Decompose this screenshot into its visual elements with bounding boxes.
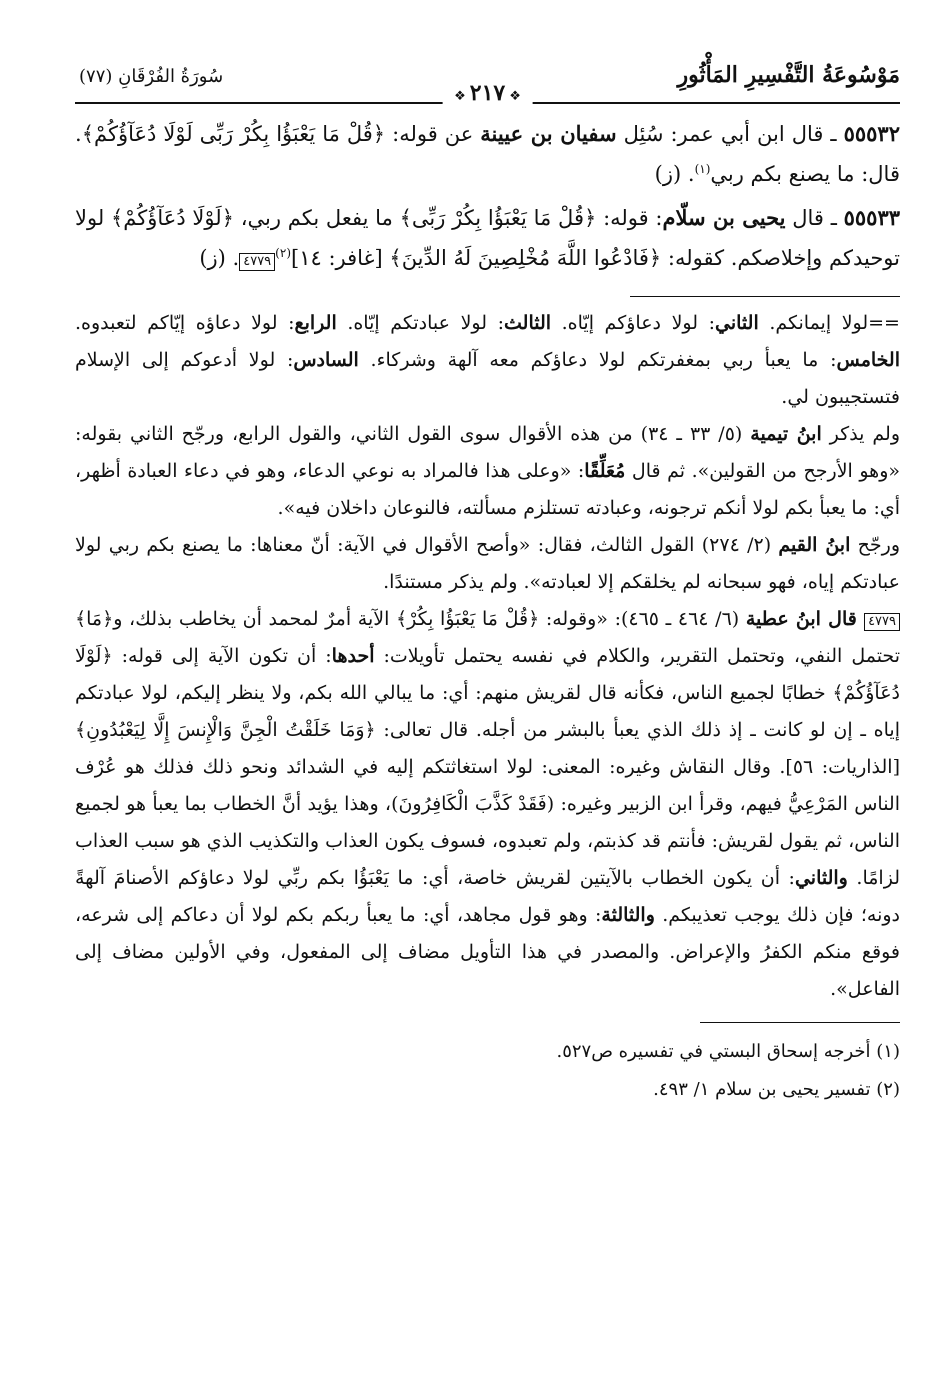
note-text: : لولا دعاؤكم إيّاه.: [551, 312, 716, 334]
note-paragraph: [75, 601, 900, 1008]
page-number: ٢١٧: [469, 80, 506, 106]
page: [75, 58, 900, 1109]
note-text: ورجّح: [850, 534, 901, 556]
running-header: [75, 58, 900, 104]
main-text: [75, 114, 900, 278]
note-text: (٥/ ٣٣ ـ ٣٤) من هذه الأقوال سوى القول الثاني، والقول الرابع، ورجّح الثاني بقوله: «وهو الأرجح من القولين». ثم قال: [75, 423, 900, 482]
entry-text: ـ قال ابن أبي عمر: سُئِل: [616, 122, 844, 146]
entry-text: ـ قال: [785, 206, 844, 230]
quran-quote: ﴿لَوْلَا دُعَآؤُكُمْ﴾: [75, 645, 900, 704]
quran-quote: ﴿وَمَا خَلَقْتُ الْجِنَّ وَالْإِنسَ إِلَّا لِيَعْبُدُونِ﴾: [75, 719, 376, 741]
book-title: مَوْسُوعَةُ التَّفْسِيرِ المَأْثُورِ: [677, 62, 900, 88]
note-bold: الخامس: [836, 349, 900, 371]
ornament-icon: ❖: [454, 89, 466, 104]
note-text: : أن تكون الآية إلى قوله:: [112, 645, 332, 667]
note-text: : لولا أدعوكم إلى الإسلام فتستجيبون لي.: [75, 349, 900, 408]
note-text: تحتمل النفي، وتحتمل التقرير، والكلام في نفسه يحتمل تأويلات:: [374, 645, 900, 667]
quran-quote: ﴿قُلْ مَا يَعْبَؤُا بِكُرْ رَبِّى﴾: [399, 206, 597, 230]
note-bold: ابنُ القيم: [778, 534, 851, 556]
note-paragraph: [75, 305, 900, 416]
athar-entry: [75, 114, 900, 194]
note-bold: الرابع: [294, 312, 337, 334]
entry-text: ما يفعل بكم ربي،: [233, 206, 400, 230]
note-bold: السادس: [293, 349, 359, 371]
footnotes: [75, 1033, 900, 1109]
note-text: : ما يعبأ ربي بمغفرتكم لولا دعاؤكم معه آلهة وشركاء.: [358, 349, 837, 371]
note-text: : لولا عبادتكم إيّاه.: [336, 312, 504, 334]
note-bold: مُعَلِّقًا: [584, 460, 626, 482]
note-text: : لولا دعاؤه إيّاكم لتعبدوه.: [75, 312, 295, 334]
quran-quote: ﴿قُلْ مَا يَعْبَؤُا بِكُرْ رَبِّى لَوْلَا دُعَآؤُكُمْ﴾: [81, 122, 386, 146]
note-bold: الثاني: [715, 312, 759, 334]
note-bold: قال ابنُ عطية: [745, 608, 865, 630]
note-text: [الذاريات: ٥٦]. وقال النقاش وغيره: المعنى: لولا استغاثتكم إليه في الشدائد ونحو ذلك فذلك هو عُرْف الناس المَرْعِيُّ فيهم، وقرأ ابن الزبير وغيره: (فَقَدْ كَذَّبَ الْكَافِرُونَ)، وهذا يؤيد أنَّ الخطاب بما يعبأ هو لجميع الناس، ثم يقول لقريش: فأنتم قد كذبتم، ولم تعبدوه، فسوف يكون العذاب والتكذيب الذي هو سبب العذاب لزامًا.: [75, 756, 900, 889]
note-bold: والثالثة: [601, 904, 655, 926]
footnote-marker[interactable]: (٢): [275, 246, 291, 260]
note-paragraph: [75, 527, 900, 601]
quran-quote: ﴿قُلْ مَا يَعْبَؤُا بِكُرْ﴾: [396, 608, 540, 630]
entry-text: [غافر: ١٤]: [291, 246, 390, 270]
surah-title: سُورَةُ الفُرْقَانِ (٧٧): [79, 66, 224, 87]
entry-text: . (ز): [654, 162, 695, 186]
narrator-name: يحيى بن سلّام: [662, 205, 786, 230]
footnote-separator: [700, 1022, 900, 1023]
note-text: (٢/ ٢٧٤) القول الثالث، فقال: «وأصح الأقوال في الآية: أنّ معناها: ما يصنع بكم ربي لولا عبادتكم إياه، فهو سبحانه لم يخلقكم إلا لعبادته». ولم يذكر مستندًا.: [75, 534, 900, 593]
note-bold: الثالث: [504, 312, 552, 334]
quran-quote: ﴿فَادْعُوا اللَّهَ مُخْلِصِينَ لَهُ الدِّينَ﴾: [389, 246, 662, 270]
entry-text: . (ز): [199, 246, 240, 270]
entry-text: لولا توحيدكم وإخلاصكم. كقوله:: [75, 206, 900, 270]
ornament-icon: ❖: [509, 89, 521, 104]
entry-text: : قوله:: [596, 206, 663, 230]
cross-reference-box[interactable]: ٤٧٧٩: [239, 253, 275, 271]
cross-reference-box[interactable]: ٤٧٧٩: [864, 613, 900, 631]
note-text: ==لولا إيمانكم.: [758, 312, 900, 334]
athar-entry: [75, 198, 900, 278]
footnote-marker[interactable]: (١): [694, 162, 711, 176]
note-bold: أحدها: [331, 645, 375, 667]
narrator-name: سفيان بن عيينة: [480, 121, 617, 146]
note-text: : وهو قول مجاهد، أي: ما يعبأ ربكم بكم لولا أن دعاكم إلى شرعه، فوقع منكم الكفرُ والإعراض. والمصدر في هذا التأويل مضاف إلى المفعول، وفي الأولين مضاف إلى الفاعل».: [75, 904, 900, 1000]
note-bold: ابنُ تيمية: [750, 423, 822, 445]
note-text: ولم يذكر: [821, 423, 900, 445]
note-text: : أن يكون الخطاب بالآيتين لقريش خاصة، أي: ما يَعْبَؤُا بكم ربِّي لولا دعاؤكم الأصنامَ آلهةً دونه؛ فإن ذلك يوجب تعذيبكم.: [75, 867, 900, 926]
entry-text: عن قوله:: [385, 122, 481, 146]
quran-quote: ﴿مَا﴾: [75, 608, 114, 630]
quran-quote: ﴿لَوْلَا دُعَآؤُكُمْ﴾: [110, 206, 234, 230]
entry-number: ٥٥٥٣٣: [843, 205, 901, 230]
note-text: الآية أمرٌ لمحمد أن يخاطب بذلك، و: [113, 608, 397, 630]
footnote: (١) أخرجه إسحاق البستي في تفسيره ص٥٢٧.: [556, 1041, 900, 1062]
note-bold: والثاني: [794, 867, 848, 889]
page-number-block: [442, 80, 533, 106]
note-text: خطابًا لجميع الناس، فكأنه قال لقريش منهم: أي: ما يبالي الله بكم، ولا ينظر إليكم، لولا عبادتكم إياه ـ إن لو كانت ـ إذ ذلك الذي يعبأ بالبشر من أجله. قال تعالى:: [75, 682, 900, 741]
commentary-notes: [75, 305, 900, 1008]
separator-rule: [630, 296, 900, 297]
footnote: (٢) تفسير يحيى بن سلام ١/ ٤٩٣.: [653, 1079, 900, 1100]
entry-number: ٥٥٥٣٢: [843, 121, 900, 146]
note-paragraph: [75, 416, 900, 527]
entry-text: . قال: ما يصنع بكم ربي: [75, 122, 900, 186]
note-text: : «وعلى هذا فالمراد به نوعي الدعاء، وهو في دعاء العبادة أظهر، أي: ما يعبأ بكم لولا أنكم ترجونه، وعبادته تستلزم مسألته، فالنوعان داخلان فيه».: [75, 460, 900, 519]
note-text: (٦/ ٤٦٤ ـ ٤٦٥): «وقوله:: [539, 608, 746, 630]
